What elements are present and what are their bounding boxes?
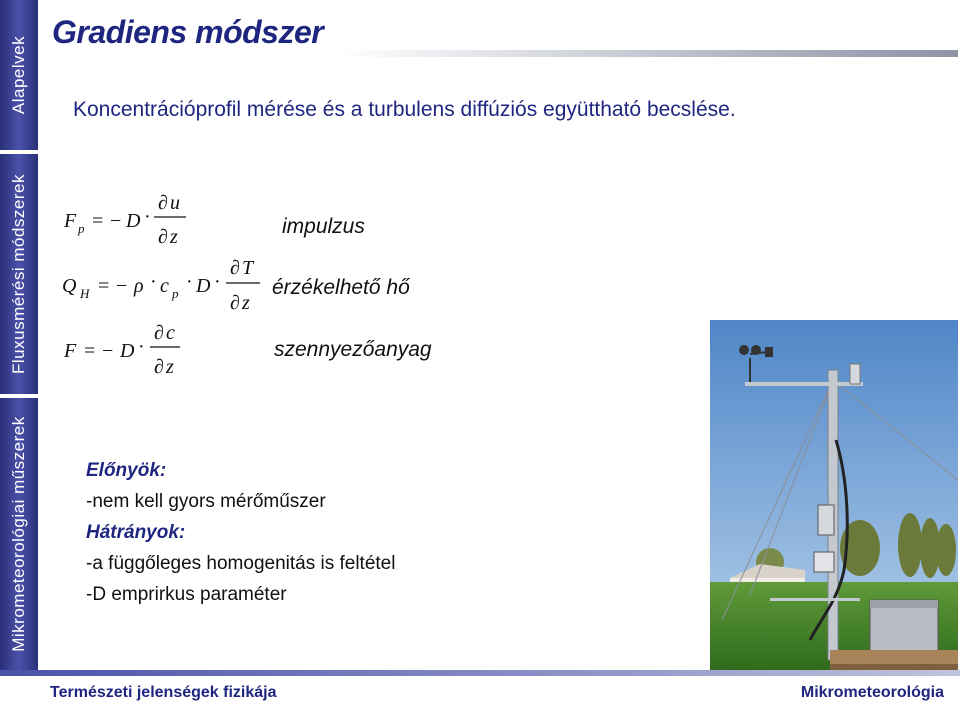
- svg-text:p: p: [78, 221, 85, 236]
- svg-text:c: c: [166, 322, 175, 344]
- title-underline: [338, 50, 958, 57]
- svg-text:=: =: [84, 340, 96, 362]
- svg-text:F: F: [64, 340, 77, 362]
- svg-text:D: D: [196, 275, 211, 297]
- slide-title: Gradiens módszer: [52, 14, 324, 50]
- pros-cons-list: [86, 455, 395, 610]
- svg-text:∂: ∂: [230, 292, 240, 314]
- svg-text:=: =: [92, 210, 104, 232]
- disadvantage-item: -D emprirkus paraméter: [86, 584, 287, 605]
- svg-text:−: −: [102, 340, 114, 362]
- svg-text:∂: ∂: [158, 192, 168, 214]
- svg-text:·: ·: [150, 271, 157, 293]
- measurement-mast-photo: [710, 320, 958, 672]
- sidebar: [0, 0, 38, 670]
- svg-text:z: z: [170, 226, 178, 248]
- footer-rule: [0, 670, 960, 676]
- svg-text:D: D: [126, 210, 141, 232]
- svg-text:z: z: [242, 292, 250, 314]
- formula-label-erzekelheto-ho: érzékelhető hő: [272, 276, 410, 299]
- disadvantages-heading: Hátrányok:: [86, 522, 186, 543]
- formula-block: [54, 185, 274, 385]
- svg-text:Q: Q: [62, 275, 77, 297]
- svg-text:u: u: [170, 192, 180, 214]
- formula-erzekelheto-ho: [62, 257, 260, 314]
- advantages-heading: Előnyök:: [86, 460, 167, 481]
- svg-text:∂: ∂: [154, 356, 164, 378]
- svg-text:T: T: [242, 257, 254, 279]
- formula-szennyezoanyag: [63, 322, 180, 378]
- svg-text:−: −: [116, 275, 128, 297]
- svg-text:·: ·: [214, 271, 221, 293]
- svg-text:·: ·: [138, 336, 145, 358]
- svg-text:∂: ∂: [154, 322, 164, 344]
- svg-text:∂: ∂: [230, 257, 240, 279]
- disadvantage-item: -a függőleges homogenitás is feltétel: [86, 553, 396, 574]
- footer-subject: Mikrometeorológia: [800, 684, 944, 701]
- formula-label-szennyezoanyag: szennyezőanyag: [274, 338, 432, 361]
- svg-text:c: c: [160, 275, 169, 297]
- slide-subtitle: Koncentrációprofil mérése és a turbulens diffúziós együttható becslése.: [73, 98, 736, 121]
- svg-text:D: D: [120, 340, 135, 362]
- svg-text:z: z: [166, 356, 174, 378]
- sidebar-section-alapelvek[interactable]: Alapelvek: [9, 35, 28, 115]
- sidebar-section-fluxusmeresi[interactable]: Fluxusmérési módszerek: [9, 174, 29, 374]
- formula-impulzus: [63, 192, 186, 248]
- formula-label-impulzus: impulzus: [282, 215, 365, 238]
- svg-text:·: ·: [144, 206, 151, 228]
- advantage-item: -nem kell gyors mérőműszer: [86, 491, 326, 512]
- svg-text:−: −: [110, 210, 122, 232]
- svg-text:F: F: [64, 210, 77, 232]
- svg-text:ρ: ρ: [134, 275, 144, 297]
- footer-course-title: Természeti jelenségek fizikája: [50, 684, 277, 701]
- sidebar-section-mikrometeorologiai[interactable]: Mikrometeorológiai műszerek: [9, 416, 28, 652]
- svg-text:p: p: [172, 286, 179, 301]
- svg-text:·: ·: [186, 271, 193, 293]
- svg-text:H: H: [80, 286, 90, 301]
- svg-text:∂: ∂: [158, 226, 168, 248]
- svg-text:=: =: [98, 275, 110, 297]
